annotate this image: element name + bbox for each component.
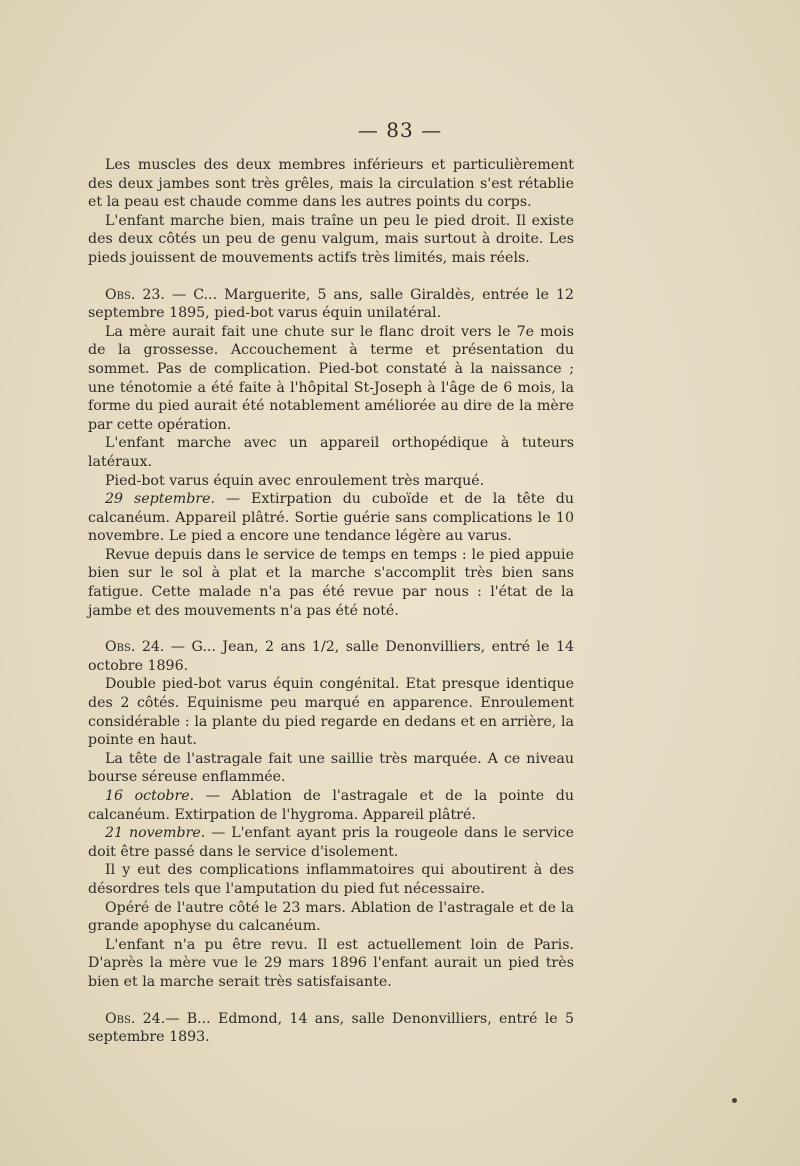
obs23-paragraph-2: L'enfant marche avec un appareil orthopédique à tuteurs latéraux. xyxy=(88,435,574,470)
intro-paragraph-2: L'enfant marche bien, mais traîne un peu le pied droit. Il existe des deux côtés un peu de genu valgum, mais surtout à droite. Les pieds jouissent de mouvements actifs très limités, mais réels. xyxy=(88,212,574,266)
obs24-paragraph-7: L'enfant n'a pu être revu. Il est actuellement loin de Paris. D'après la mère vue le 29 mars 1896 l'enfant aurait un pied très bien et la marche serait très satisfaisante. xyxy=(88,936,574,990)
ink-speck xyxy=(732,1098,737,1103)
obs23-paragraph-5: Revue depuis dans le service de temps en temps : le pied appuie bien sur le sol à plat et la marche s'accomplit très bien sans fatigue. Cette malade n'a pas été revue par nous : l'état de la jambe et des mouvements n'a pas été noté. xyxy=(88,546,574,619)
obs24-date-1: 16 octobre. xyxy=(105,788,195,804)
obs24-heading xyxy=(88,638,574,675)
intro-paragraph-1: Les muscles des deux membres inférieurs et particulièrement des deux jambes sont très grêles, mais la circulation s'est rétablie et la peau est chaude comme dans les autres points du corps. xyxy=(88,157,574,211)
obs23-label: Obs. xyxy=(105,286,136,303)
obs24b-heading xyxy=(88,1010,574,1047)
obs24-date-2: 21 novembre. xyxy=(105,825,206,842)
obs23-heading xyxy=(88,286,574,323)
body-text xyxy=(88,156,574,1047)
obs24-paragraph-6: Opéré de l'autre côté le 23 mars. Ablation de l'astragale et de la grande apophyse du calcanéum. xyxy=(88,899,574,935)
obs23-heading-text: 23. — C... Marguerite, 5 ans, salle Giraldès, entrée le 12 septembre 1895, pied-bot varus équin unilatéral. xyxy=(88,286,574,322)
obs24b-heading-text: 24.— B... Edmond, 14 ans, salle Denonvilliers, entré le 5 septembre 1893. xyxy=(88,1010,574,1046)
obs23-paragraph-4: 29 septembre. — Extirpation du cuboïde et de la tête du calcanéum. Appareil plâtré. Sortie guérie sans complications le 10 novembre. Le pied a encore une tendance légère au varus. xyxy=(88,491,574,545)
obs24-heading-text: 24. — G... Jean, 2 ans 1/2, salle Denonvilliers, entré le 14 octobre 1896. xyxy=(88,639,574,674)
obs24-paragraph-1: Double pied-bot varus équin congénital. Etat presque identique des 2 côtés. Equinisme peu marqué en apparence. Enroulement considérable : la plante du pied regarde en dedans et en arrière, la pointe en haut. xyxy=(88,676,574,749)
obs24b-label: Obs. xyxy=(105,1010,136,1027)
obs23-date: 29 septembre. xyxy=(105,491,216,508)
obs23-paragraph-3: Pied-bot varus équin avec enroulement très marqué. xyxy=(105,472,485,489)
obs24-paragraph-3: 16 octobre. — Ablation de l'astragale et de la pointe du calcanéum. Extirpation de l'hygroma. Appareil plâtré. xyxy=(88,788,574,823)
obs24-paragraph-5: Il y eut des complications inflammatoires qui aboutirent à des désordres tels que l'amputation du pied fut nécessaire. xyxy=(88,862,574,897)
obs24-paragraph-2: La tête de l'astragale fait une saillie très marquée. A ce niveau bourse séreuse enflammée. xyxy=(88,750,574,786)
page-number: — 83 — xyxy=(357,118,443,142)
obs24-label: Obs. xyxy=(105,639,136,656)
obs23-paragraph-1: La mère aurait fait une chute sur le flanc droit vers le 7e mois de la grossesse. Accouchement à terme et présentation du sommet. Pas de complication. Pied-bot constaté à la naissance ; une ténotomie a été faite à l'hôpital St-Joseph à l'âge de 6 mois, la forme du pied aurait été notablement améliorée au dire de la mère par cette opération. xyxy=(88,323,574,433)
obs24-paragraph-4: 21 novembre. — L'enfant ayant pris la rougeole dans le service doit être passé dans le service d'isolement. xyxy=(88,825,574,860)
